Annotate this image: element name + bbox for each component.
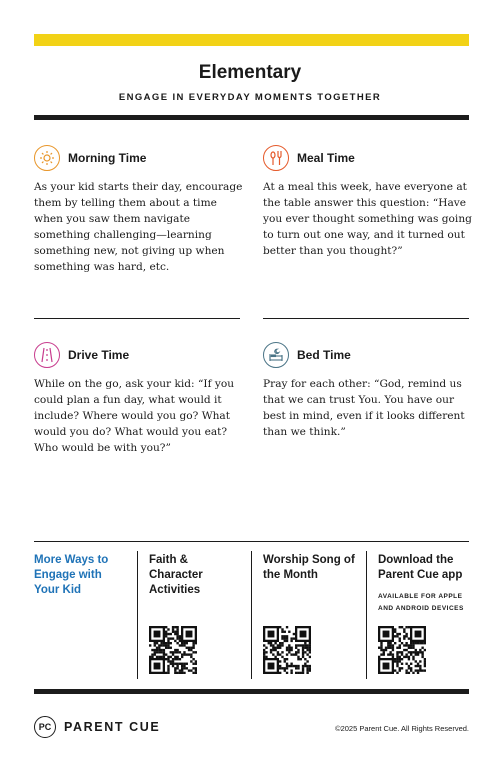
qr-code[interactable] — [378, 626, 426, 674]
card-body: At a meal this week, have everyone at the table answer this question: “Have you ever thought something was going to turn out one way, and it turned out better than you thought?” — [263, 181, 472, 257]
footer-top-divider — [34, 541, 469, 542]
card-title: Meal Time — [297, 151, 355, 165]
brand-name: PARENT CUE — [64, 720, 161, 734]
card-drive-time — [34, 342, 246, 456]
column-title: Worship Song of the Month — [263, 554, 355, 581]
column-divider — [137, 551, 138, 679]
column-title: Download the Parent Cue app — [378, 554, 463, 581]
copyright: ©2025 Parent Cue. All Rights Reserved. — [335, 724, 469, 733]
section-divider — [34, 318, 240, 319]
accent-bar — [34, 34, 469, 46]
availability-note: AVAILABLE FOR APPLE AND ANDROID DEVICES — [378, 593, 464, 612]
column-divider — [251, 551, 252, 679]
card-body: As your kid starts their day, encourage them by telling them about a time when you saw them navigate something challenging—learning something new, not giving up when something was hard, etc. — [34, 181, 243, 273]
section-divider — [263, 318, 469, 319]
card-title: Morning Time — [68, 151, 147, 165]
card-body: While on the go, ask your kid: “If you could plan a fun day, what would it include? Where would you go? What would you do? What would you eat? Who would be with you?” — [34, 378, 235, 454]
footer-column-app — [378, 553, 478, 615]
page-title: Elementary — [198, 62, 302, 83]
utensils-icon — [263, 145, 289, 171]
sun-icon — [34, 145, 60, 171]
card-title: Bed Time — [297, 348, 351, 362]
footer-bottom-divider — [34, 689, 469, 694]
card-body: Pray for each other: “God, remind us that we can trust You. You have our best in mind, even if it looks different than we think.” — [263, 378, 465, 438]
column-title: Faith & Character Activities — [149, 554, 203, 596]
parent-cue-logo — [34, 716, 160, 738]
header-divider — [34, 115, 469, 120]
qr-code[interactable] — [149, 626, 197, 674]
footer-intro: More Ways to Engage with Your Kid — [34, 554, 109, 596]
qr-code[interactable] — [263, 626, 311, 674]
bed-moon-icon — [263, 342, 289, 368]
card-morning-time — [34, 145, 246, 275]
page-subtitle: ENGAGE IN EVERYDAY MOMENTS TOGETHER — [118, 92, 382, 103]
footer-column-faith — [149, 553, 241, 598]
column-divider — [366, 551, 367, 679]
road-icon — [34, 342, 60, 368]
card-meal-time — [263, 145, 473, 259]
card-bed-time — [263, 342, 473, 440]
logo-mark: PC — [34, 716, 56, 738]
card-title: Drive Time — [68, 348, 130, 362]
footer-column-worship — [263, 553, 363, 583]
